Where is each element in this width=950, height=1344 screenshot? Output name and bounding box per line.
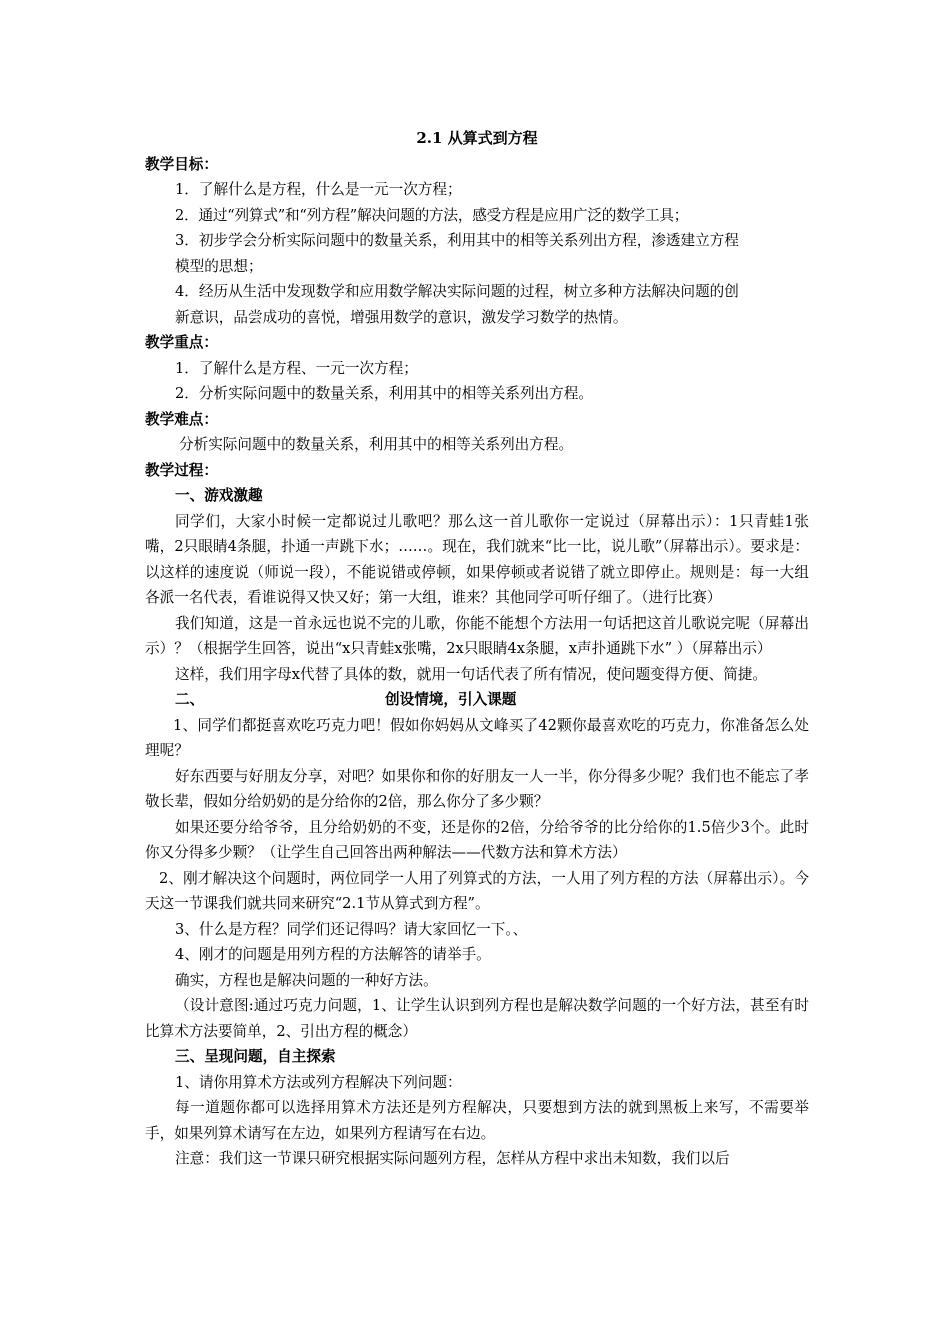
section-1-paragraph: 这样，我们用字母x代替了具体的数，就用一句话代表了所有情况，使问题变得方便、简捷。 [175,665,767,683]
key-point-item: 1．了解什么是方程、一元一次方程； [175,359,418,377]
section-2-paragraph: 4、刚才的问题是用列方程的方法解答的请举手。 [175,946,491,963]
document-page [145,126,809,1172]
section-2-title: 创设情境，引入课题 [385,691,517,708]
goals-heading: 教学目标： [145,155,218,173]
goal-item: 2．通过“列算式”和“列方程”解决问题的方法，感受方程是应用广泛的数学工具； [175,206,689,224]
section-2-paragraph: 如果还要分给爷爷，且分给奶奶的不变，还是你的2倍，分给爷爷的比分给你的1.5倍少3个。此时你又分得多少颗？（让学生自己回答出两种解法——代数方法和算术方法） [145,818,809,861]
section-2-title-row [145,687,809,713]
goal-item-continued: 新意识，品尝成功的喜悦，增强用数学的意识，激发学习数学的热情。 [175,308,628,326]
difficulties-heading: 教学难点： [145,410,218,428]
key-point-item: 2．分析实际问题中的数量关系，利用其中的相等关系列出方程。 [175,385,593,402]
goal-item: 1．了解什么是方程，什么是一元一次方程； [175,181,462,198]
section-2-paragraph: 好东西要与好朋友分享，对吧？如果你和你的好朋友一人一半，你分得多少呢？我们也不能忘了孝敬长辈，假如分给奶奶的是分给你的2倍，那么你分了多少颗？ [145,767,809,810]
design-intent-note: （设计意图:通过巧克力问题，1、让学生认识到列方程也是解决数学问题的一个好方法，甚至有时比算术方法要简单，2、引出方程的概念） [145,997,809,1040]
section-2-paragraph: 2、刚才解决这个问题时，两位同学一人用了列算式的方法，一人用了列方程的方法（屏幕出示）。今天这一节课我们就共同来研究“2.1节从算式到方程”。 [145,869,809,912]
section-1-paragraph: 我们知道，这是一首永远也说不完的儿歌，你能不能想个方法用一句话把这首儿歌说完呢（屏幕出示）？（根据学生回答，说出“x只青蛙x张嘴，2x只眼睛4x条腿，x声扑通跳下水” ）（屏幕出示） [145,614,809,657]
section-2-paragraph: 1、同学们都挺喜欢吃巧克力吧！假如你妈妈从文峰买了42颗你最喜欢吃的巧克力，你准备怎么处理呢？ [145,716,809,759]
section-3-paragraph: 1、请你用算术方法或列方程解决下列问题： [175,1073,462,1091]
section-1-title: 一、游戏激趣 [175,487,263,504]
section-3-paragraph: 每一道题你都可以选择用算术方法还是列方程解决，只要想到方法的就到黑板上来写，不需要举手，如果列算术请写在左边，如果列方程请写在右边。 [145,1099,809,1142]
section-1-paragraph: 同学们，大家小时候一定都说过儿歌吧？那么这一首儿歌你一定说过（屏幕出示）：1只青蛙1张嘴，2只眼睛4条腿，扑通一声跳下水；……。现在，我们就来“比一比，说儿歌”（屏幕出示）。要求是：以这样的速度说（师说一段），不能说错或停顿，如果停顿或者说错了就立即停止。规则是：每一大组各派一名代表，看谁说得又快又好；第一大组，谁来？其他同学可听仔细了。（进行比赛） [145,512,809,606]
goal-item-continued: 模型的思想； [175,257,263,275]
difficulties-text: 分析实际问题中的数量关系，利用其中的相等关系列出方程。 [179,436,574,453]
process-heading: 教学过程： [145,461,218,479]
section-2-paragraph: 确实，方程也是解决问题的一种好方法。 [175,971,438,989]
section-3-paragraph: 注意：我们这一节课只研究根据实际问题列方程，怎样从方程中求出未知数，我们以后 [175,1150,730,1167]
page-title: 2.1 从算式到方程 [416,129,538,147]
section-3-title: 三、呈现问题，自主探索 [175,1048,336,1065]
section-2-number: 二、 [175,691,205,708]
goal-item: 3．初步学会分析实际问题中的数量关系，利用其中的相等关系列出方程，渗透建立方程 [175,232,739,249]
key-points-heading: 教学重点： [145,334,218,351]
goal-item: 4．经历从生活中发现数学和应用数学解决实际问题的过程，树立多种方法解决问题的创 [175,283,739,300]
section-2-paragraph: 3、什么是方程？同学们还记得吗？请大家回忆一下。、 [175,920,528,938]
